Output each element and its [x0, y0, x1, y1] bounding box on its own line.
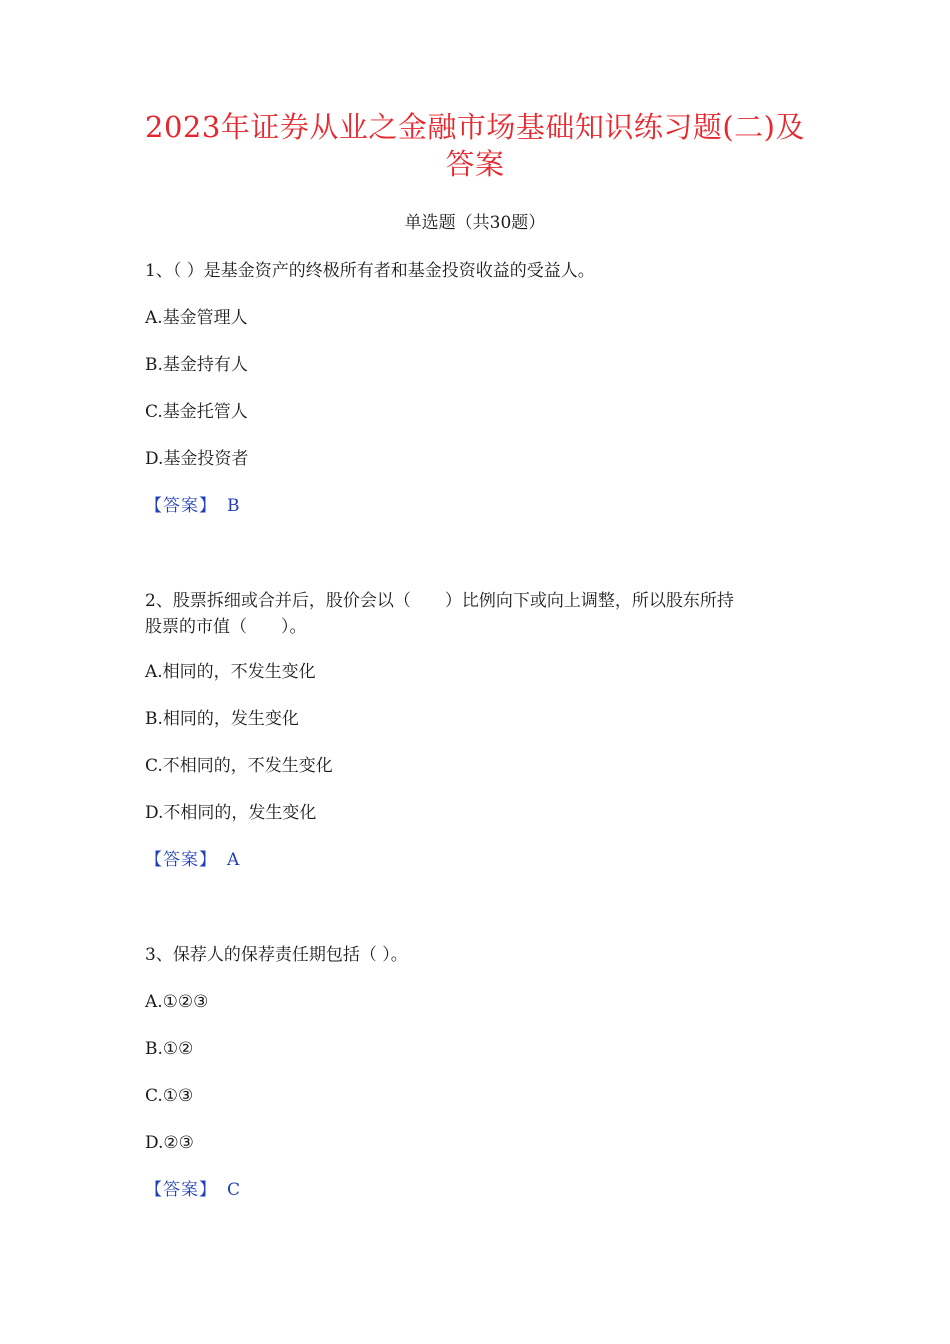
- question-1-option-d: D.基金投资者: [145, 449, 249, 469]
- question-3-answer: [145, 1177, 240, 1203]
- answer-label: 【答案】: [145, 1180, 217, 1200]
- question-1-option-b: B.基金持有人: [145, 355, 248, 375]
- answer-value: C: [227, 1180, 241, 1200]
- question-2-option-d: D.不相同的，发生变化: [145, 803, 317, 823]
- answer-label: 【答案】: [145, 496, 217, 516]
- question-2-option-c: C.不相同的，不发生变化: [145, 756, 333, 776]
- question-1-option-a: A.基金管理人: [145, 308, 248, 328]
- question-3-option-b: B.①②: [145, 1039, 194, 1059]
- answer-value: B: [227, 496, 240, 516]
- question-1-stem: 1、（ ）是基金资产的终极所有者和基金投资收益的受益人。: [145, 261, 595, 281]
- question-2-answer: [145, 847, 239, 873]
- answer-value: A: [227, 850, 240, 870]
- question-3-option-a: A.①②③: [145, 992, 209, 1012]
- answer-label: 【答案】: [145, 850, 217, 870]
- document-title-line1: 2023年证券从业之金融市场基础知识练习题(二)及: [145, 110, 805, 144]
- question-2-option-b: B.相同的，发生变化: [145, 709, 299, 729]
- question-2-stem-line2: 股票的市值（ ）。: [145, 617, 307, 637]
- question-2-option-a: A.相同的，不发生变化: [145, 662, 316, 682]
- question-3-stem: 3、保荐人的保荐责任期包括（ ）。: [145, 945, 408, 965]
- question-1-option-c: C.基金托管人: [145, 402, 248, 422]
- section-heading: 单选题（共30题）: [404, 213, 546, 233]
- question-3-option-c: C.①③: [145, 1086, 194, 1106]
- document-title-line2: 答案: [445, 147, 505, 181]
- question-2-stem-line1: 2、股票拆细或合并后，股价会以（ ）比例向下或向上调整，所以股东所持: [145, 591, 734, 611]
- question-3-option-d: D.②③: [145, 1133, 194, 1153]
- question-1-answer: [145, 493, 240, 519]
